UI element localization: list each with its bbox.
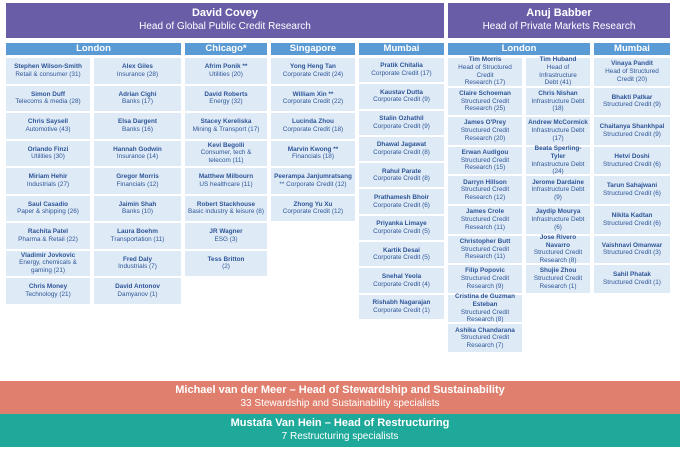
- analyst-name: Rishabh Nagarajan: [372, 299, 431, 307]
- analyst-coverage: Structured Credit Research (11): [460, 245, 510, 261]
- analyst-name: Lucinda Zhou: [292, 118, 334, 126]
- analyst-coverage: Corporate Credit (8): [373, 175, 430, 183]
- analyst-card: [185, 251, 267, 277]
- analyst-name: Miriam Hehir: [28, 173, 68, 181]
- analyst-name: Chaitanya Shankhpal: [599, 123, 665, 131]
- analyst-coverage: Insurance (14): [116, 153, 159, 161]
- analyst-coverage: Telecoms & media (28): [15, 98, 81, 106]
- analyst-card: [359, 268, 444, 292]
- analyst-name: Nikita Kadtan: [611, 212, 653, 220]
- analyst-name: Orlando Finzi: [27, 145, 69, 153]
- analyst-card: [448, 58, 522, 86]
- group-mumbai-public: Mumbai: [359, 43, 444, 55]
- analyst-name: Chris Money: [28, 283, 68, 291]
- analyst-coverage: Banks (10): [122, 208, 153, 216]
- analyst-coverage: Structured Credit Research (25): [460, 97, 510, 113]
- analyst-card: [526, 206, 590, 234]
- analyst-name: Elsa Dargent: [117, 118, 158, 126]
- analyst-name: Zhong Yu Xu: [293, 200, 333, 208]
- analyst-card: [94, 278, 181, 304]
- analyst-coverage: Financials (12): [116, 180, 159, 188]
- analyst-card: [594, 265, 670, 293]
- analyst-card: [6, 168, 90, 194]
- analyst-coverage: Corporate Credit (4): [373, 280, 430, 288]
- analyst-card: [6, 86, 90, 112]
- analyst-coverage: Head of Structured Credit (20): [605, 67, 659, 83]
- analyst-coverage: Head of Infrastructure Debt (41): [539, 64, 577, 87]
- analyst-coverage: Structured Credit Research (12): [460, 186, 510, 202]
- column-singapore: [271, 58, 355, 223]
- column-london-private-2: [526, 58, 590, 295]
- analyst-coverage: Structured Credit Research (9): [460, 275, 510, 290]
- group-mumbai-private: Mumbai: [594, 43, 670, 55]
- analyst-card: [594, 88, 670, 116]
- analyst-name: Robert Stackhouse: [196, 200, 256, 208]
- analyst-name: Matthew Milbourn: [198, 173, 254, 181]
- analyst-coverage: Financials (18): [292, 153, 334, 161]
- analyst-name: Jose Rivero Navarro: [539, 233, 577, 249]
- analyst-coverage: (2): [222, 263, 230, 271]
- analyst-coverage: Structured Credit Research (8): [533, 249, 583, 265]
- analyst-card: [271, 141, 355, 167]
- analyst-coverage: Mining & Transport (17): [192, 125, 260, 133]
- analyst-coverage: Corporate Credit (9): [373, 122, 430, 130]
- analyst-coverage: Banks (17): [122, 98, 153, 106]
- analyst-card: [526, 176, 590, 204]
- analyst-name: Tim Morris: [468, 56, 502, 64]
- analyst-coverage: Infrastructure Debt (6): [531, 215, 585, 231]
- analyst-coverage: Corporate Credit (1): [373, 306, 430, 314]
- analyst-name: Vaishnavi Omanwar: [601, 241, 663, 249]
- analyst-card: [359, 216, 444, 240]
- analyst-name: Tess Britton: [207, 255, 245, 263]
- analyst-name: Priyanka Limaye: [376, 220, 427, 228]
- analyst-name: Beata Sperling-Tyler: [534, 145, 582, 160]
- analyst-card: [526, 117, 590, 145]
- analyst-name: Gregor Morris: [116, 173, 159, 181]
- analyst-coverage: Structured Credit (6): [603, 219, 661, 227]
- analyst-coverage: Corporate Credit (12): [282, 208, 344, 216]
- analyst-name: Simon Duff: [30, 90, 66, 98]
- analyst-coverage: Transportation (11): [110, 235, 165, 243]
- analyst-coverage: Infrastructure Debt (24): [531, 160, 585, 176]
- public-credit-head-role: Head of Global Public Credit Research: [139, 20, 311, 32]
- analyst-card: [359, 189, 444, 213]
- analyst-name: James O'Prey: [463, 119, 507, 127]
- analyst-card: [359, 58, 444, 82]
- analyst-name: Peerampa Janjumratsang: [274, 173, 352, 181]
- public-credit-head-name: David Covey: [191, 7, 259, 19]
- analyst-coverage: Structured Credit Research (7): [460, 334, 510, 349]
- analyst-card: [185, 113, 267, 139]
- analyst-card: [526, 147, 590, 175]
- analyst-name: Jaimin Shah: [118, 200, 157, 208]
- analyst-name: JR Wagner: [209, 228, 243, 236]
- analyst-name: Yong Heng Tan: [290, 63, 336, 71]
- analyst-name: Kartik Desai: [383, 246, 420, 254]
- analyst-name: Christopher Butt: [459, 237, 511, 245]
- analyst-card: [526, 88, 590, 116]
- analyst-name: Jaydip Mourya: [535, 208, 581, 216]
- analyst-card: [271, 58, 355, 84]
- analyst-card: [448, 265, 522, 293]
- analyst-coverage: Structured Credit (6): [603, 160, 661, 168]
- analyst-card: [94, 86, 181, 112]
- analyst-card: [185, 223, 267, 249]
- analyst-name: Stephen Wilson-Smith: [14, 63, 82, 71]
- analyst-coverage: Automotive (43): [25, 125, 71, 133]
- analyst-name: James Crole: [465, 208, 504, 216]
- stewardship-title: Michael van der Meer – Head of Stewardship and Sustainability: [175, 384, 505, 396]
- group-chicago: Chicago*: [185, 43, 267, 55]
- analyst-card: [185, 86, 267, 112]
- analyst-coverage: Industrials (27): [26, 180, 70, 188]
- analyst-coverage: Insurance (28): [116, 70, 159, 78]
- column-mumbai-private: [594, 58, 670, 295]
- analyst-card: [94, 113, 181, 139]
- analyst-name: Snehal Yeola: [381, 272, 422, 280]
- analyst-card: [6, 223, 90, 249]
- analyst-card: [448, 295, 522, 323]
- private-markets-head-name: Anuj Babber: [526, 7, 592, 19]
- private-markets-head-role: Head of Private Markets Research: [482, 20, 636, 32]
- analyst-card: [359, 84, 444, 108]
- analyst-name: Kevi Begolli: [207, 141, 245, 149]
- analyst-coverage: Structured Credit (3): [603, 249, 661, 257]
- analyst-card: [6, 141, 90, 167]
- analyst-card: [185, 196, 267, 222]
- analyst-coverage: Structured Credit Research (20): [460, 127, 510, 142]
- analyst-card: [594, 147, 670, 175]
- analyst-coverage: Structured Credit (9): [603, 130, 661, 138]
- analyst-coverage: Basic industry & leisure (8): [187, 208, 264, 216]
- analyst-name: Shujie Zhou: [539, 267, 577, 275]
- restructuring-title: Mustafa Van Hein – Head of Restructuring: [230, 417, 450, 429]
- analyst-card: [94, 168, 181, 194]
- analyst-coverage: Structured Credit Research (11): [460, 215, 510, 231]
- stewardship-subtitle: 33 Stewardship and Sustainability specialists: [240, 397, 440, 409]
- analyst-coverage: Energy, chemicals & gaming (21): [19, 259, 77, 275]
- analyst-card: [6, 196, 90, 222]
- analyst-coverage: Structured Credit (6): [603, 190, 661, 198]
- analyst-coverage: ** Corporate Credit (12): [279, 180, 347, 188]
- analyst-name: Erwan Audigou: [461, 149, 509, 157]
- analyst-name: David Antonov: [115, 283, 160, 291]
- analyst-card: [271, 196, 355, 222]
- analyst-coverage: Corporate Credit (9): [373, 96, 430, 104]
- analyst-name: Adrian Cighi: [118, 90, 157, 98]
- analyst-coverage: Technology (21): [25, 290, 71, 298]
- analyst-name: Hannah Godwin: [113, 145, 162, 153]
- analyst-coverage: ESG (3): [214, 235, 238, 243]
- analyst-name: Fred Daly: [122, 255, 153, 263]
- analyst-name: Sahil Phatak: [612, 271, 651, 279]
- public-credit-header: [6, 3, 444, 38]
- analyst-card: [6, 113, 90, 139]
- analyst-name: Pratik Chitalia: [380, 62, 423, 70]
- analyst-card: [594, 206, 670, 234]
- analyst-name: Alex Giles: [122, 63, 153, 71]
- group-london-public: London: [6, 43, 181, 55]
- analyst-card: [359, 163, 444, 187]
- analyst-coverage: Corporate Credit (18): [282, 125, 344, 133]
- restructuring-subtitle: 7 Restructuring specialists: [281, 430, 399, 442]
- column-mumbai-public: [359, 58, 444, 321]
- analyst-name: Saul Casadio: [27, 200, 69, 208]
- analyst-card: [448, 176, 522, 204]
- analyst-card: [526, 233, 590, 265]
- analyst-coverage: Banks (16): [122, 125, 153, 133]
- analyst-card: [448, 236, 522, 264]
- analyst-coverage: Corporate Credit (17): [371, 70, 432, 78]
- analyst-card: [271, 113, 355, 139]
- analyst-card: [271, 86, 355, 112]
- analyst-card: [271, 168, 355, 194]
- column-london-public-2: [94, 58, 181, 306]
- analyst-card: [526, 265, 590, 293]
- group-singapore: Singapore: [271, 43, 355, 55]
- analyst-name: Rahul Parate: [381, 167, 422, 175]
- analyst-name: Cristina de Guzman Esteban: [454, 293, 515, 308]
- column-chicago: [185, 58, 267, 278]
- analyst-coverage: Structured Credit (1): [603, 278, 661, 286]
- analyst-name: Marvin Kwong **: [287, 145, 339, 153]
- analyst-name: Filip Popovic: [465, 267, 505, 275]
- analyst-coverage: Corporate Credit (24): [282, 70, 344, 78]
- analyst-card: [94, 141, 181, 167]
- analyst-name: Darryn Hillson: [463, 178, 507, 186]
- stewardship-bar: [0, 381, 680, 414]
- analyst-name: David Roberts: [204, 90, 248, 98]
- analyst-name: Prathamesh Bhoir: [373, 193, 430, 201]
- analyst-coverage: Corporate Credit (5): [373, 254, 430, 262]
- analyst-coverage: Industrials (7): [118, 263, 157, 271]
- analyst-coverage: Utilities (20): [209, 70, 243, 78]
- analyst-name: Ashika Chandarana: [455, 326, 515, 334]
- analyst-card: [594, 58, 670, 86]
- analyst-coverage: Corporate Credit (5): [373, 227, 430, 235]
- analyst-name: Hetvi Doshi: [614, 152, 650, 160]
- analyst-coverage: Structured Credit Research (15): [460, 156, 510, 172]
- analyst-card: [526, 58, 590, 86]
- analyst-card: [185, 141, 267, 167]
- analyst-card: [94, 58, 181, 84]
- analyst-coverage: Infrastructure Debt (9): [531, 186, 585, 202]
- analyst-coverage: Energy (32): [209, 98, 243, 106]
- analyst-card: [6, 251, 90, 277]
- analyst-coverage: Head of Structured Credit Research (17): [458, 64, 512, 87]
- analyst-card: [594, 176, 670, 204]
- column-london-private-1: [448, 58, 522, 354]
- analyst-coverage: Structured Credit (9): [603, 101, 661, 109]
- analyst-card: [448, 88, 522, 116]
- analyst-coverage: Utilities (30): [31, 153, 65, 161]
- analyst-card: [359, 295, 444, 319]
- analyst-name: Vinaya Pandit: [611, 60, 653, 68]
- analyst-card: [94, 251, 181, 277]
- analyst-coverage: Corporate Credit (6): [373, 201, 430, 209]
- analyst-name: Tarun Sahajwani: [606, 182, 658, 190]
- analyst-card: [594, 236, 670, 264]
- analyst-card: [448, 206, 522, 234]
- analyst-name: Stalin Ozhathil: [379, 115, 424, 123]
- group-london-private: London: [448, 43, 590, 55]
- analyst-coverage: Paper & shipping (26): [17, 208, 79, 216]
- analyst-coverage: Damyanov (1): [117, 290, 158, 298]
- analyst-coverage: Pharma & Retail (22): [18, 235, 78, 243]
- analyst-card: [185, 168, 267, 194]
- analyst-name: Tim Huband: [539, 56, 577, 64]
- analyst-coverage: Retail & consumer (31): [15, 70, 81, 78]
- analyst-card: [359, 242, 444, 266]
- analyst-name: William Xin **: [292, 90, 334, 98]
- analyst-coverage: Corporate Credit (22): [282, 98, 344, 106]
- analyst-name: Afrim Ponik **: [204, 63, 248, 71]
- analyst-card: [185, 58, 267, 84]
- analyst-card: [448, 147, 522, 175]
- analyst-card: [448, 324, 522, 352]
- analyst-coverage: Structured Credit Research (1): [533, 275, 583, 290]
- analyst-coverage: Structured Credit Research (8): [460, 308, 510, 324]
- analyst-name: Chris Saysell: [27, 118, 69, 126]
- analyst-name: Vladimir Jovkovic: [20, 251, 76, 259]
- restructuring-bar: [0, 414, 680, 447]
- analyst-name: Dhawal Jagawat: [376, 141, 427, 149]
- analyst-card: [6, 278, 90, 304]
- analyst-name: Claire Schoeman: [459, 89, 511, 97]
- analyst-name: Chris Nishan: [538, 89, 578, 97]
- analyst-card: [359, 137, 444, 161]
- analyst-coverage: US healthcare (11): [199, 180, 253, 188]
- analyst-coverage: Infrastructure Debt (18): [531, 97, 585, 113]
- analyst-card: [448, 117, 522, 145]
- column-london-public-1: [6, 58, 90, 306]
- analyst-name: Stacey Kereliska: [200, 118, 252, 126]
- analyst-coverage: Consumer, tech & telecom (11): [200, 149, 252, 165]
- analyst-name: Laura Boehm: [117, 228, 158, 236]
- analyst-name: Kaustav Dutta: [380, 88, 423, 96]
- analyst-name: Andrew McCormick: [528, 119, 588, 127]
- analyst-card: [94, 223, 181, 249]
- analyst-card: [94, 196, 181, 222]
- analyst-card: [6, 58, 90, 84]
- analyst-coverage: Corporate Credit (8): [373, 149, 430, 157]
- analyst-name: Rachita Patel: [27, 228, 69, 236]
- private-markets-header: [448, 3, 670, 38]
- analyst-name: Bhakti Patkar: [611, 93, 653, 101]
- analyst-card: [594, 117, 670, 145]
- analyst-card: [359, 111, 444, 135]
- analyst-name: Jerome Dardaine: [532, 178, 584, 186]
- analyst-coverage: Infrastructure Debt (17): [531, 127, 585, 142]
